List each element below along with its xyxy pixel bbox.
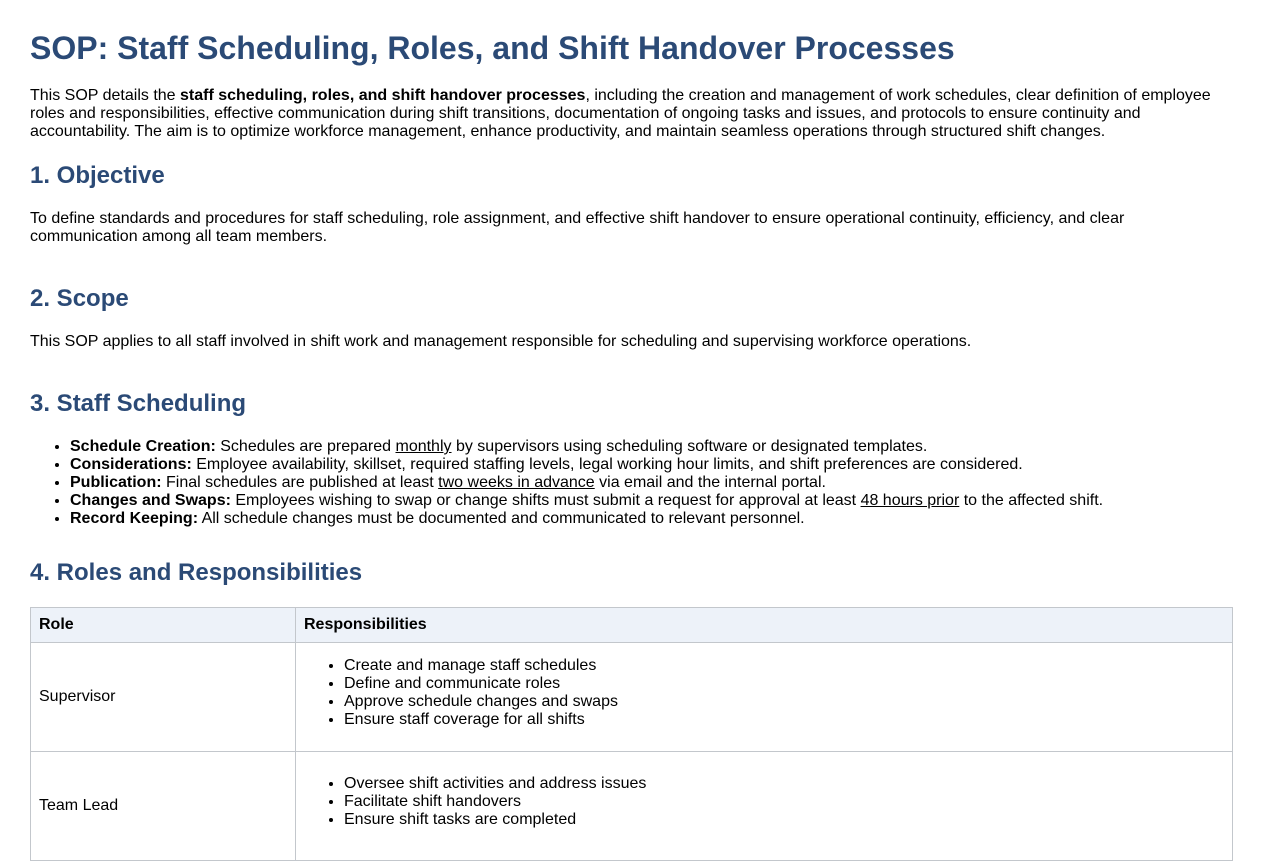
column-header-responsibilities: Responsibilities xyxy=(296,608,1233,643)
item-text: Employee availability, skillset, required staffing levels, legal working hour limits, and shift preferences are considered. xyxy=(191,456,1023,473)
intro-prefix: This SOP details the xyxy=(30,87,180,104)
scheduling-item xyxy=(70,492,1233,510)
objective-heading: 1. Objective xyxy=(30,162,165,189)
scope-heading: 2. Scope xyxy=(30,285,129,312)
item-label: Considerations: xyxy=(70,456,192,473)
item-text-end: via email and the internal portal. xyxy=(594,474,826,491)
scheduling-item xyxy=(70,456,1233,474)
role-cell: Supervisor xyxy=(31,643,296,752)
list-item: • Ensure staff coverage for all shifts xyxy=(344,711,1224,729)
table-header-row xyxy=(31,608,1233,643)
item-label: Record Keeping: xyxy=(70,510,199,527)
item-emphasis: 48 hours prior xyxy=(860,492,960,509)
item-emphasis: monthly xyxy=(395,438,452,455)
scheduling-item xyxy=(70,474,1233,492)
item-text: Final schedules are published at least xyxy=(161,474,439,491)
scheduling-item xyxy=(70,438,1233,456)
item-label: Schedule Creation: xyxy=(70,438,216,455)
responsibilities-list xyxy=(304,775,1224,829)
item-text: All schedule changes must be documented and communicated to relevant personnel. xyxy=(198,510,805,527)
item-text-end: by supervisors using scheduling software or designated templates. xyxy=(451,438,928,455)
item-label: Publication: xyxy=(70,474,162,491)
scheduling-list xyxy=(30,438,1233,528)
list-item: • Facilitate shift handovers xyxy=(344,793,1224,811)
responsibilities-cell xyxy=(296,643,1233,752)
item-emphasis: two weeks in advance xyxy=(438,474,595,491)
page-title: SOP: Staff Scheduling, Roles, and Shift Handover Processes xyxy=(30,30,955,66)
item-label: Changes and Swaps: xyxy=(70,492,231,509)
responsibilities-cell xyxy=(296,752,1233,861)
list-item: • Oversee shift activities and address issues xyxy=(344,775,1224,793)
roles-heading: 4. Roles and Responsibilities xyxy=(30,559,363,586)
item-text-end: to the affected shift. xyxy=(959,492,1104,509)
list-item: • Create and manage staff schedules xyxy=(344,657,1224,675)
scheduling-item xyxy=(70,510,1233,528)
list-item: • Ensure shift tasks are completed xyxy=(344,811,1224,829)
list-item: • Approve schedule changes and swaps xyxy=(344,693,1224,711)
intro-paragraph xyxy=(30,87,1233,141)
roles-table xyxy=(30,607,1233,861)
responsibilities-list xyxy=(304,657,1224,729)
scheduling-heading: 3. Staff Scheduling xyxy=(30,390,247,417)
list-item: • Define and communicate roles xyxy=(344,675,1224,693)
column-header-role: Role xyxy=(31,608,296,643)
item-text: Employees wishing to swap or change shifts must submit a request for approval at least xyxy=(230,492,861,509)
intro-bold: staff scheduling, roles, and shift handover processes xyxy=(180,87,586,104)
objective-text: To define standards and procedures for staff scheduling, role assignment, and effective shift handover to ensure operational continuity, efficiency, and clear communication among all team members. xyxy=(30,210,1125,245)
scope-text: This SOP applies to all staff involved in shift work and management responsible for scheduling and supervising workforce operations. xyxy=(30,333,972,350)
intro-suffix: , including the creation and management of work schedules, clear definition of employee roles and responsibilities, effective communication during shift transitions, documentation of ongoing tasks and issues, and protocols to ensure continuity and accountability. The aim is to optimize workforce management, enhance productivity, and maintain seamless operations through structured shift changes. xyxy=(30,87,1211,140)
item-text: Schedules are prepared xyxy=(215,438,396,455)
role-cell: Team Lead xyxy=(31,752,296,861)
table-row xyxy=(31,752,1233,861)
table-row xyxy=(31,643,1233,752)
